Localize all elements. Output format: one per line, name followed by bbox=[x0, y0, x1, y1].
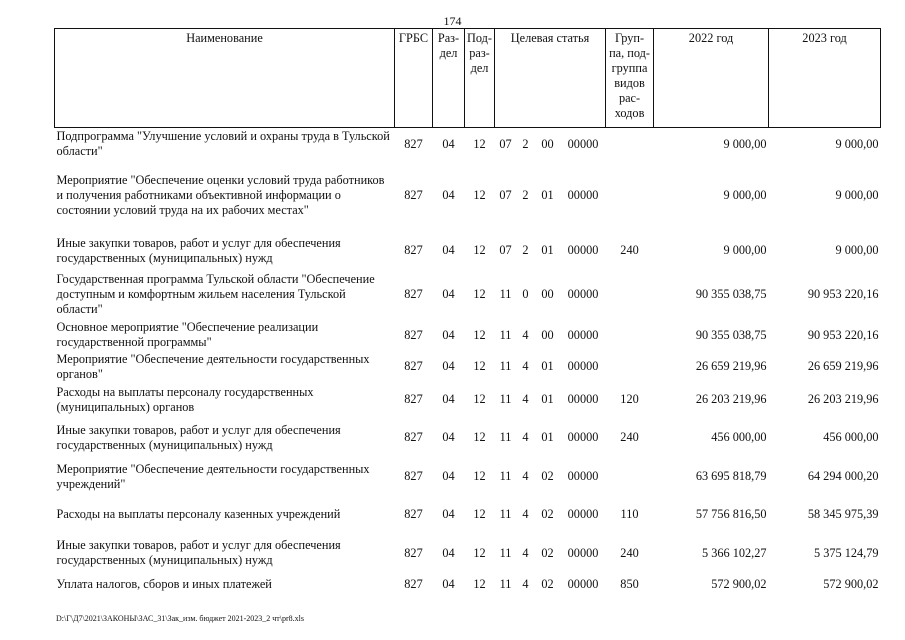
row-amount-2022: 26 203 219,96 bbox=[695, 392, 767, 406]
row-section: 04 bbox=[442, 430, 455, 444]
row-target-direction: 00000 bbox=[567, 243, 599, 257]
row-target-subprogram: 4 bbox=[522, 507, 529, 521]
col-header-section: Раз- дел bbox=[433, 29, 465, 128]
row-target-subprogram: 0 bbox=[522, 287, 529, 301]
row-target-event: 02 bbox=[541, 469, 554, 483]
row-target-subprogram: 2 bbox=[522, 188, 529, 202]
row-section: 04 bbox=[442, 327, 455, 342]
row-target-program: 11 bbox=[499, 359, 512, 373]
row-section: 04 bbox=[442, 577, 455, 591]
row-subsection: 12 bbox=[473, 188, 486, 202]
row-amount-2022: 9 000,00 bbox=[723, 136, 767, 151]
row-name: Подпрограмма "Улучшение условий и охраны труда в Тульской области" bbox=[56, 129, 390, 159]
row-subsection: 12 bbox=[473, 577, 486, 591]
row-amount-2022: 90 355 038,75 bbox=[695, 327, 767, 342]
row-amount-2023: 572 900,02 bbox=[823, 577, 879, 591]
row-target-event: 01 bbox=[541, 392, 554, 406]
row-target-event: 00 bbox=[541, 136, 554, 151]
row-target-direction: 00000 bbox=[567, 136, 599, 151]
row-amount-2023: 9 000,00 bbox=[835, 243, 879, 257]
table-row bbox=[55, 496, 881, 534]
row-amount-2022: 572 900,02 bbox=[711, 577, 767, 591]
row-target-event: 01 bbox=[541, 430, 554, 444]
table-row bbox=[55, 534, 881, 573]
row-target-event: 00 bbox=[541, 287, 554, 301]
row-amount-2022: 9 000,00 bbox=[723, 188, 767, 202]
row-name: Основное мероприятие "Обеспечение реализации государственной программы" bbox=[56, 320, 319, 349]
row-section: 04 bbox=[442, 545, 455, 560]
row-expense-group: 120 bbox=[620, 392, 639, 406]
row-name: Иные закупки товаров, работ и услуг для обеспечения государственных (муниципальных) нужд bbox=[56, 235, 341, 265]
row-amount-2023: 90 953 220,16 bbox=[807, 327, 879, 342]
table-row bbox=[55, 458, 881, 496]
row-subsection: 12 bbox=[473, 507, 486, 521]
row-expense-group: 110 bbox=[620, 507, 639, 521]
col-header-subsection: Под- раз- дел bbox=[465, 29, 495, 128]
row-amount-2022: 57 756 816,50 bbox=[695, 507, 767, 521]
row-target-subprogram: 2 bbox=[522, 243, 529, 257]
row-section: 04 bbox=[442, 359, 455, 373]
row-name: Расходы на выплаты персоналу государственных (муниципальных) органов bbox=[56, 384, 314, 414]
row-section: 04 bbox=[442, 136, 455, 151]
row-grbs: 827 bbox=[404, 327, 423, 342]
row-target-direction: 00000 bbox=[567, 188, 599, 202]
row-target-program: 07 bbox=[499, 188, 512, 202]
row-amount-2023: 58 345 975,39 bbox=[807, 507, 879, 521]
row-grbs: 827 bbox=[404, 287, 423, 301]
table-row bbox=[55, 231, 881, 271]
row-name: Мероприятие "Обеспечение деятельности государственных органов" bbox=[56, 351, 370, 381]
table-row bbox=[55, 418, 881, 458]
row-target-program: 11 bbox=[499, 507, 512, 521]
row-target-program: 11 bbox=[499, 392, 512, 406]
row-subsection: 12 bbox=[473, 243, 486, 257]
table-row bbox=[55, 161, 881, 231]
row-target-program: 11 bbox=[499, 577, 512, 591]
row-expense-group bbox=[606, 128, 654, 161]
row-grbs: 827 bbox=[404, 545, 423, 560]
row-target-subprogram: 4 bbox=[522, 359, 529, 373]
row-amount-2023: 26 203 219,96 bbox=[807, 392, 879, 406]
row-name: Мероприятие "Обеспечение оценки условий труда работников и получения работниками объективной информации о состоянии условий труда на их рабочих местах" bbox=[56, 173, 385, 217]
row-target-subprogram: 4 bbox=[522, 469, 529, 483]
row-subsection: 12 bbox=[473, 327, 486, 342]
row-grbs: 827 bbox=[404, 469, 423, 483]
row-target-program: 11 bbox=[499, 287, 512, 301]
row-name: Иные закупки товаров, работ и услуг для обеспечения государственных (муниципальных) нужд bbox=[56, 538, 341, 567]
budget-table bbox=[54, 28, 881, 597]
row-expense-group: 240 bbox=[620, 545, 639, 560]
row-section: 04 bbox=[442, 188, 455, 202]
col-header-2022: 2022 год bbox=[654, 29, 769, 128]
row-expense-group: 850 bbox=[620, 577, 639, 591]
row-grbs: 827 bbox=[404, 430, 423, 444]
row-target-direction: 00000 bbox=[567, 507, 599, 521]
row-amount-2023: 5 375 124,79 bbox=[813, 545, 879, 560]
row-amount-2023: 456 000,00 bbox=[823, 430, 879, 444]
row-expense-group bbox=[606, 458, 654, 496]
row-amount-2023: 26 659 219,96 bbox=[807, 359, 879, 373]
row-target-program: 11 bbox=[499, 469, 512, 483]
table-row bbox=[55, 573, 881, 597]
row-subsection: 12 bbox=[473, 136, 486, 151]
row-amount-2022: 26 659 219,96 bbox=[695, 359, 767, 373]
row-target-direction: 00000 bbox=[567, 430, 599, 444]
row-amount-2022: 456 000,00 bbox=[711, 430, 767, 444]
row-expense-group: 240 bbox=[620, 243, 639, 257]
row-target-event: 02 bbox=[541, 545, 554, 560]
row-amount-2023: 9 000,00 bbox=[835, 136, 879, 151]
row-target-direction: 00000 bbox=[567, 545, 599, 560]
row-target-program: 07 bbox=[499, 243, 512, 257]
row-target-subprogram: 4 bbox=[522, 392, 529, 406]
row-subsection: 12 bbox=[473, 359, 486, 373]
row-amount-2023: 9 000,00 bbox=[835, 188, 879, 202]
row-subsection: 12 bbox=[473, 287, 486, 301]
row-section: 04 bbox=[442, 507, 455, 521]
row-amount-2023: 90 953 220,16 bbox=[807, 287, 879, 301]
row-section: 04 bbox=[442, 469, 455, 483]
row-expense-group bbox=[606, 271, 654, 319]
footer-file-path: D:\Г\Д7\2021\ЗАКОНЫ\ЗАС_31\Зак_изм. бюджет 2021-2023_2 чт\pr8.xls bbox=[56, 614, 305, 623]
row-target-event: 02 bbox=[541, 577, 554, 591]
row-name: Мероприятие "Обеспечение деятельности государственных учреждений" bbox=[56, 461, 370, 491]
row-name: Иные закупки товаров, работ и услуг для обеспечения государственных (муниципальных) нужд bbox=[56, 422, 341, 452]
row-subsection: 12 bbox=[473, 545, 486, 560]
row-subsection: 12 bbox=[473, 469, 486, 483]
row-target-program: 07 bbox=[499, 136, 512, 151]
row-target-direction: 00000 bbox=[567, 287, 599, 301]
row-grbs: 827 bbox=[404, 577, 423, 591]
row-grbs: 827 bbox=[404, 136, 423, 151]
row-target-event: 00 bbox=[541, 327, 554, 342]
row-expense-group bbox=[606, 161, 654, 231]
col-header-grbs: ГРБС bbox=[395, 29, 433, 128]
row-target-subprogram: 4 bbox=[522, 577, 529, 591]
row-expense-group bbox=[606, 319, 654, 352]
table-header-row bbox=[55, 29, 881, 128]
row-expense-group: 240 bbox=[620, 430, 639, 444]
table-row bbox=[55, 128, 881, 161]
col-header-2023: 2023 год bbox=[769, 29, 881, 128]
row-target-direction: 00000 bbox=[567, 327, 599, 342]
row-target-subprogram: 2 bbox=[522, 136, 529, 151]
row-subsection: 12 bbox=[473, 430, 486, 444]
row-name: Государственная программа Тульской области "Обеспечение доступным и комфортным жильем населения Тульской области" bbox=[56, 272, 375, 316]
row-target-program: 11 bbox=[499, 545, 512, 560]
row-amount-2022: 90 355 038,75 bbox=[695, 287, 767, 301]
row-amount-2023: 64 294 000,20 bbox=[807, 469, 879, 483]
row-target-event: 01 bbox=[541, 359, 554, 373]
row-target-program: 11 bbox=[499, 430, 512, 444]
row-expense-group bbox=[606, 352, 654, 382]
row-amount-2022: 63 695 818,79 bbox=[695, 469, 767, 483]
row-section: 04 bbox=[442, 392, 455, 406]
row-amount-2022: 5 366 102,27 bbox=[701, 545, 767, 560]
col-header-target: Целевая статья bbox=[495, 29, 606, 128]
table-row bbox=[55, 271, 881, 319]
table-row bbox=[55, 352, 881, 382]
row-target-subprogram: 4 bbox=[522, 327, 529, 342]
row-grbs: 827 bbox=[404, 359, 423, 373]
row-target-direction: 00000 bbox=[567, 577, 599, 591]
row-target-direction: 00000 bbox=[567, 469, 599, 483]
col-header-name: Наименование bbox=[55, 29, 395, 128]
row-target-direction: 00000 bbox=[567, 359, 599, 373]
row-grbs: 827 bbox=[404, 188, 423, 202]
row-amount-2022: 9 000,00 bbox=[723, 243, 767, 257]
row-name: Уплата налогов, сборов и иных платежей bbox=[56, 577, 272, 591]
row-grbs: 827 bbox=[404, 243, 423, 257]
row-grbs: 827 bbox=[404, 507, 423, 521]
table-row bbox=[55, 382, 881, 418]
row-name: Расходы на выплаты персоналу казенных учреждений bbox=[56, 507, 341, 521]
row-target-subprogram: 4 bbox=[522, 545, 529, 560]
row-section: 04 bbox=[442, 243, 455, 257]
row-target-direction: 00000 bbox=[567, 392, 599, 406]
row-target-subprogram: 4 bbox=[522, 430, 529, 444]
row-target-event: 01 bbox=[541, 188, 554, 202]
col-header-group: Груп- па, под- группа видов рас- ходов bbox=[606, 29, 654, 128]
table-row bbox=[55, 319, 881, 352]
row-target-program: 11 bbox=[499, 327, 512, 342]
row-section: 04 bbox=[442, 287, 455, 301]
row-subsection: 12 bbox=[473, 392, 486, 406]
row-grbs: 827 bbox=[404, 392, 423, 406]
row-target-event: 02 bbox=[541, 507, 554, 521]
page-number: 174 bbox=[443, 14, 462, 28]
row-target-event: 01 bbox=[541, 243, 554, 257]
